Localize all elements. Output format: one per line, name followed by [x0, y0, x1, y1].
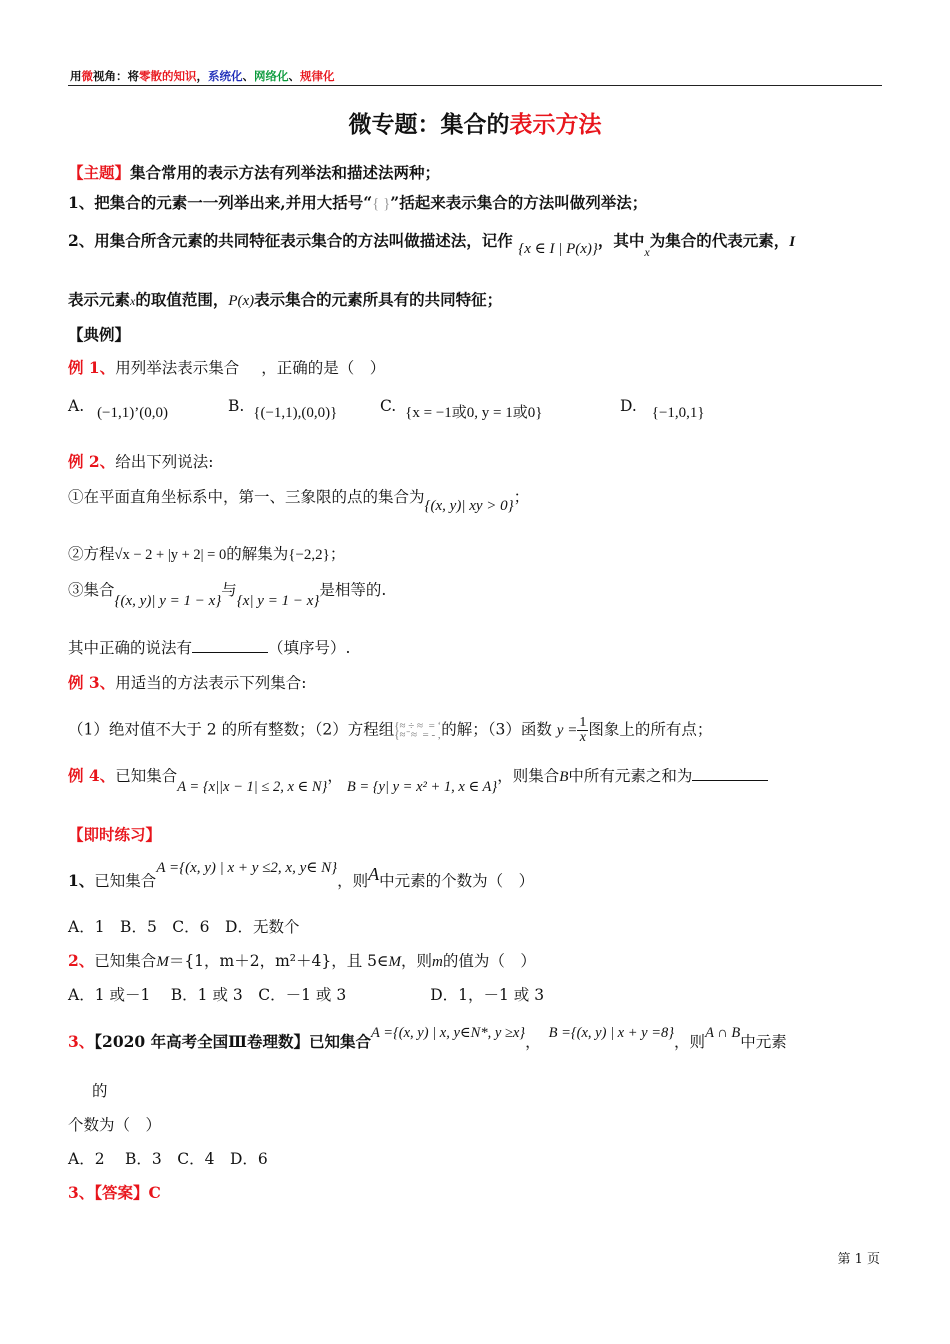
item-text: 为集合的代表元素，: [649, 231, 790, 250]
math-variable: m: [432, 954, 443, 970]
header-text: ，: [196, 69, 208, 83]
statement-text: ②方程: [68, 545, 115, 563]
statement-math: {−2,2}: [288, 547, 330, 563]
ex3-text: 图象上的所有点；: [588, 720, 713, 739]
example-text: 用适当的方法表示下列集合:: [115, 674, 307, 692]
page-header: [70, 68, 335, 84]
question-text: 中元素的个数为（ ）: [379, 872, 535, 890]
example-3: [68, 673, 306, 693]
statement-text: ；: [329, 545, 346, 563]
example-text: 中所有元素之和为: [568, 767, 693, 785]
example-text: 已知集合: [115, 767, 178, 785]
question-text: 【2020 年高考全国Ⅲ卷理数】已知集合: [94, 1032, 371, 1051]
header-text: 用: [70, 69, 82, 83]
header-text: 、: [288, 69, 300, 83]
fraction-numerator: 1: [579, 715, 587, 730]
set-builder-math: {x ∈ I | P(x)}: [518, 241, 598, 257]
examples-title: 【典例】: [68, 325, 131, 344]
statement-math: √x − 2 + |y + 2| = 0: [114, 547, 227, 563]
set-b-math: B = {y| y = x² + 1, x ∈ A}: [346, 779, 498, 795]
statement-text: 与: [221, 581, 237, 599]
title-part: 微专题：集合的: [348, 112, 510, 138]
brace-math: { }: [372, 196, 391, 212]
math-variable: x: [644, 245, 650, 259]
question-number: 2、: [68, 951, 95, 970]
intersection-math: A ∩ B: [705, 1025, 741, 1041]
option-letter: C.: [380, 397, 397, 415]
practice-title: 【即时练习】: [68, 825, 162, 844]
header-highlight: 微: [81, 69, 93, 83]
ex3-text: （1）绝对值不大于 2 的所有整数；（2）方程组: [68, 720, 395, 739]
options-text: A．1 或－1 B．1 或 3 C．－1 或 3: [68, 986, 347, 1004]
item-text: 把集合的元素一一列举出来,并用大括号“: [94, 193, 373, 212]
ex1-option-a: [68, 396, 168, 421]
page-number: 第 1 页: [837, 1252, 880, 1267]
question-2: [68, 951, 536, 972]
example-text: ，正确的是（ ）: [261, 359, 386, 377]
math-variable: x: [130, 294, 136, 308]
q3-cont: 的: [92, 1082, 108, 1100]
ex2-statement-1: [68, 487, 530, 514]
question-number: 1、: [68, 871, 95, 890]
statement-text: （填序号）.: [268, 639, 351, 657]
ex2-statement-2: [68, 544, 345, 565]
example-2: [68, 452, 213, 472]
math-variable: B: [559, 769, 569, 785]
answer-blank[interactable]: [692, 766, 768, 781]
option-letter: D.: [620, 397, 637, 415]
statement-text: ①在平面直角坐标系中，第一、三象限的点的集合为: [68, 488, 425, 506]
statement-text: ；: [513, 488, 530, 506]
math-expression: P(x): [228, 293, 255, 309]
header-highlight: 零散的知识: [139, 69, 197, 83]
question-text: ，则: [674, 1033, 706, 1051]
example-text: 给出下列说法:: [115, 453, 214, 471]
example-text: 用列举法表示集合: [115, 359, 240, 377]
q3-options: A．2 B．3 C．4 D．6: [68, 1150, 268, 1168]
answer-number: 3、: [68, 1183, 95, 1202]
header-highlight: 系统化: [208, 69, 243, 83]
question-3: [68, 1025, 787, 1053]
ex1-option-d: [620, 396, 705, 421]
option-letter: B.: [228, 397, 245, 415]
statement-text: 其中正确的说法有: [68, 639, 193, 657]
question-text: ，则: [337, 872, 369, 890]
title-highlight: 表示方法: [509, 112, 602, 138]
question-math: A ={(x, y) | x + y ≤2, x, y∈ N}: [156, 860, 338, 876]
theme-text: 集合常用的表示方法有列举法和描述法两种；: [130, 163, 441, 182]
q2-options: [68, 985, 544, 1005]
set-a-math: A = {x||x − 1| ≤ 2, x ∈ N}: [177, 779, 328, 795]
ex2-answer-line: [68, 638, 350, 658]
q1-options: A．1 B．5 C．6 D．无数个: [68, 918, 300, 936]
question-text: 已知集合: [94, 872, 157, 890]
math-variable: I: [789, 234, 796, 250]
math-variable: A: [368, 864, 380, 884]
header-text: 视角：将: [93, 69, 139, 83]
math-variable: M: [388, 954, 401, 970]
statement-math: {(x, y)| xy > 0}: [424, 498, 514, 514]
option-math: {x = −1或0, y = 1或0}: [405, 405, 543, 421]
theme-item-2-cont: [68, 290, 502, 311]
header-highlight: 规律化: [300, 69, 335, 83]
question-1: [68, 860, 535, 892]
item-text: 表示元素: [68, 290, 131, 309]
item-number: 1、: [68, 193, 95, 212]
math-variable: M: [156, 954, 169, 970]
ex3-text: 的解；（3）函数: [441, 720, 552, 739]
answer-text: 【答案】C: [94, 1183, 161, 1202]
theme-tag: 【主题】: [68, 163, 131, 182]
header-text: 、: [242, 69, 254, 83]
item-number: 2、: [68, 231, 95, 250]
example-4: [68, 766, 768, 795]
header-highlight: 网络化: [254, 69, 289, 83]
question-math: ＝{1，m＋2，m²＋4}，且 5∈: [168, 952, 389, 970]
statement-math: {x| y = 1 − x}: [236, 593, 320, 609]
question-text: 的值为（ ）: [442, 952, 536, 970]
q3-cont-2: 个数为（ ）: [68, 1116, 162, 1134]
example-text: ，则集合: [497, 767, 560, 785]
question-text: 中元素: [740, 1033, 787, 1051]
theme-item-2: [68, 231, 796, 259]
function-lhs: y =: [556, 722, 578, 739]
page-title: [0, 106, 950, 139]
set-b-math: B ={(x, y) | x + y =8}: [548, 1025, 675, 1041]
statement-text: 是相等的.: [319, 581, 387, 599]
option-letter: A.: [68, 397, 85, 415]
ex1-option-c: [380, 396, 543, 421]
ex2-statement-3: [68, 580, 387, 609]
theme-line: [68, 163, 440, 183]
question-number: 3、: [68, 1032, 95, 1051]
option-math: {(−1,1),(0,0)}: [253, 405, 338, 421]
item-text: 表示集合的元素所具有的共同特征；: [254, 290, 503, 309]
example-label: 例 3、: [68, 673, 116, 692]
ex1-option-b: [228, 396, 338, 421]
statement-math: {(x, y)| y = 1 − x}: [114, 593, 222, 609]
option-math: (−1,1)’(0,0): [97, 405, 168, 421]
item-text: ，其中: [597, 231, 645, 250]
fraction: [577, 716, 588, 745]
answer-blank[interactable]: [192, 638, 268, 653]
options-text: D．1，－1 或 3: [430, 986, 545, 1004]
option-math: {−1,0,1}: [651, 405, 705, 421]
item-text: 用集合所含元素的共同特征表示集合的方法叫做描述法，记作: [94, 231, 513, 250]
item-text: 的取值范围，: [135, 290, 229, 309]
ex3-parts: [68, 716, 712, 745]
statement-text: 的解集为: [226, 545, 289, 563]
example-label: 例 2、: [68, 452, 116, 471]
answer-line: [68, 1183, 161, 1203]
question-text: ，: [525, 1033, 541, 1051]
example-label: 例 1、: [68, 358, 116, 377]
statement-text: ③集合: [68, 581, 115, 599]
question-text: ，则: [401, 952, 433, 970]
example-text: ，: [327, 767, 343, 785]
example-1: [68, 358, 385, 378]
set-a-math: A ={(x, y) | x, y∈N*, y ≥x}: [370, 1025, 526, 1041]
example-label: 例 4、: [68, 766, 116, 785]
item-text: ”括起来表示集合的方法叫做列举法；: [390, 193, 648, 212]
theme-item-1: [68, 193, 647, 214]
fraction-denominator: x: [579, 730, 586, 745]
question-text: 已知集合: [94, 952, 157, 970]
header-rule: [68, 85, 882, 86]
equation-system: {≈ ÷ ≈ = ʻ {≈ ̄ ≈ = - ,: [394, 719, 442, 741]
